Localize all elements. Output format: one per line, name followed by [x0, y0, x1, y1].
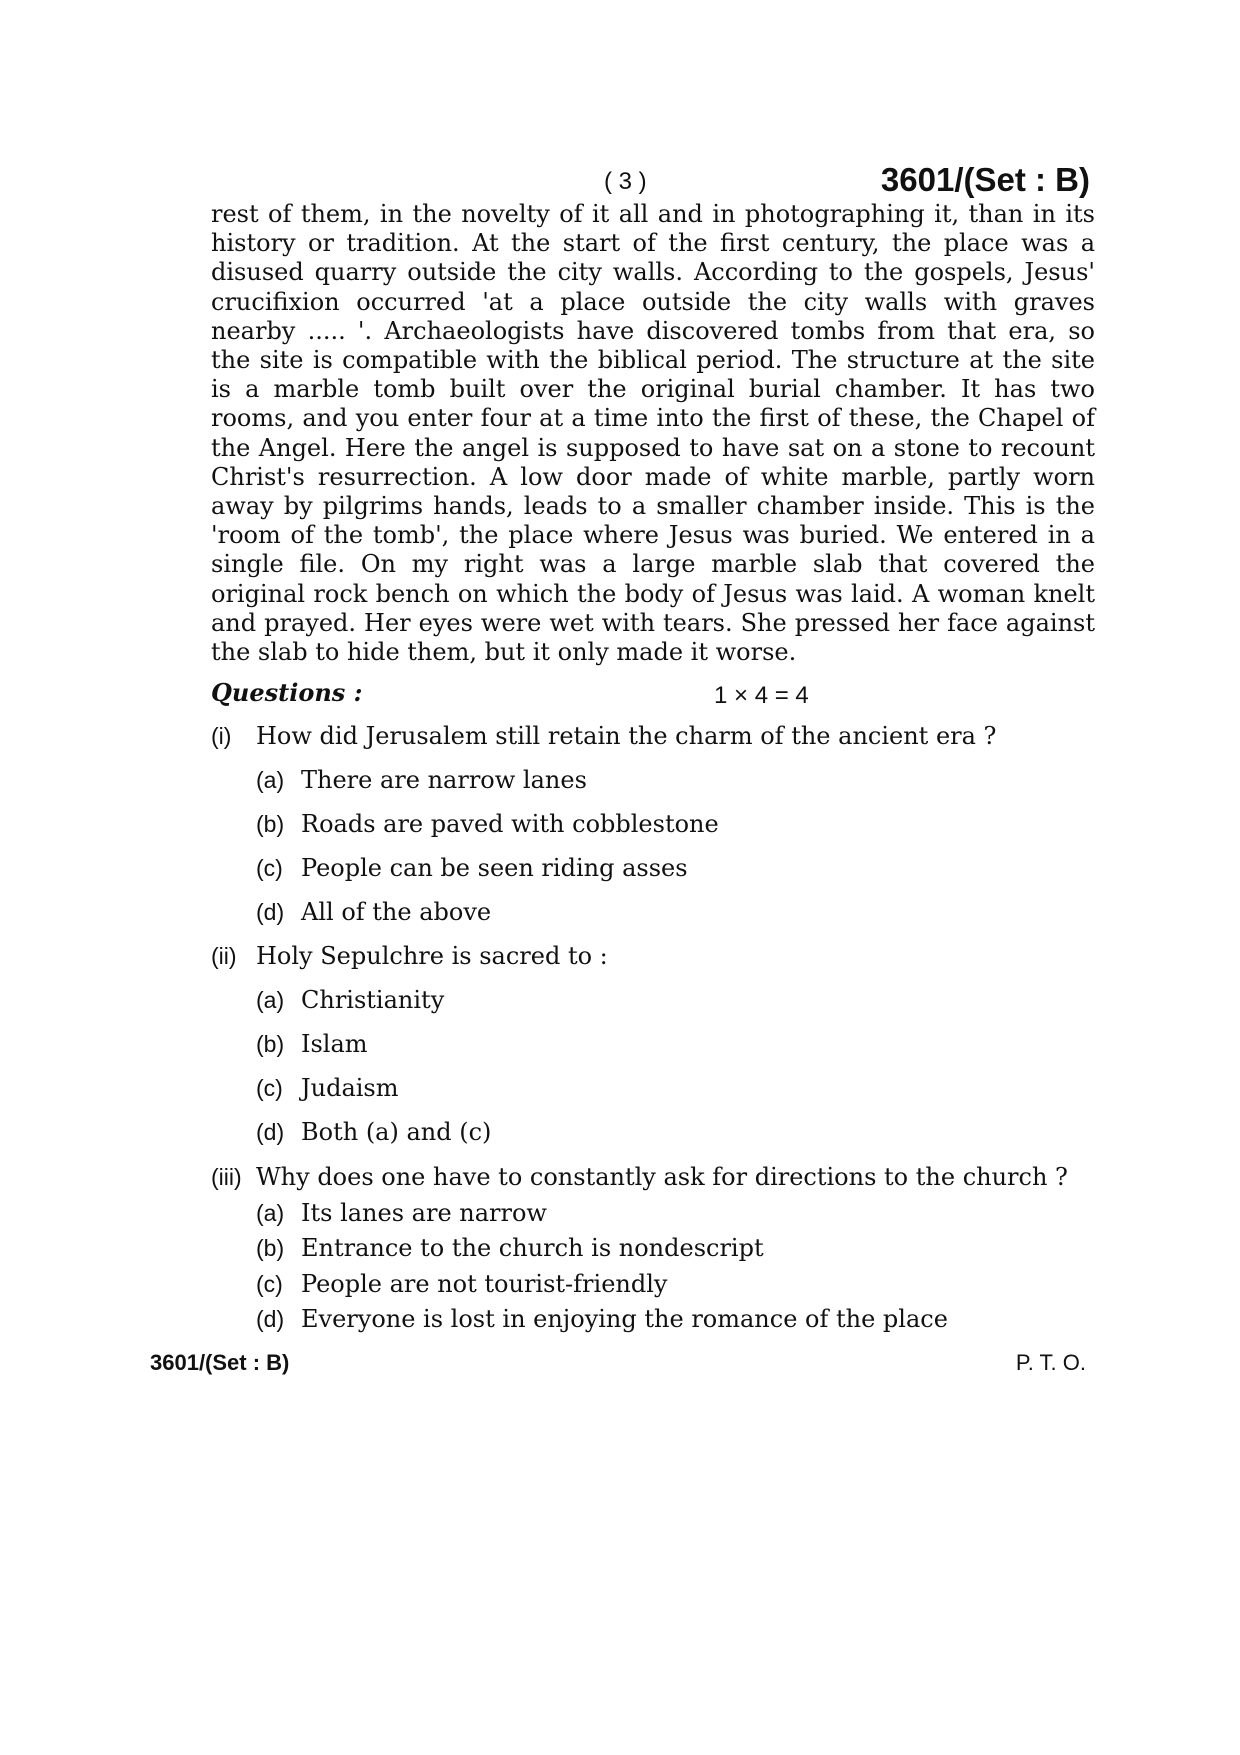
option-label: (c) [256, 855, 283, 881]
paper-code-header: 3601/(Set : B) [880, 161, 1090, 198]
option-text: People can be seen riding asses [301, 854, 688, 882]
question-2-label: (ii) [211, 943, 237, 969]
option-label: (d) [256, 1306, 285, 1332]
option-text: Its lanes are narrow [301, 1199, 547, 1227]
option-text: Entrance to the church is nondescript [301, 1234, 764, 1262]
option-label: (c) [256, 1271, 283, 1297]
question-1-option-d [256, 898, 491, 926]
option-text: Christianity [301, 986, 445, 1014]
option-text: Judaism [301, 1074, 399, 1102]
question-1 [211, 722, 996, 750]
option-label: (b) [256, 811, 285, 837]
question-1-option-b [256, 810, 719, 838]
option-label: (d) [256, 1119, 285, 1145]
option-text: Both (a) and (c) [301, 1118, 492, 1146]
option-label: (b) [256, 1235, 285, 1261]
question-1-option-c [256, 854, 688, 882]
question-1-text: How did Jerusalem still retain the charm of the ancient era ? [256, 722, 997, 750]
paper-code-footer: 3601/(Set : B) [150, 1350, 290, 1375]
option-label: (a) [256, 767, 285, 793]
question-3-text: Why does one have to constantly ask for directions to the church ? [256, 1163, 1068, 1191]
page-number: ( 3 ) [604, 168, 647, 195]
question-3-option-a [256, 1199, 547, 1227]
option-text: Islam [301, 1030, 368, 1058]
question-1-option-a [256, 766, 587, 794]
option-text: There are narrow lanes [301, 766, 587, 794]
option-text: Everyone is lost in enjoying the romance of the place [301, 1305, 948, 1333]
option-label: (c) [256, 1075, 283, 1101]
option-label: (a) [256, 1200, 285, 1226]
question-2-option-d [256, 1118, 491, 1146]
option-label: (b) [256, 1031, 285, 1057]
option-label: (a) [256, 987, 285, 1013]
question-3-option-c [256, 1270, 667, 1298]
question-1-label: (i) [211, 723, 232, 749]
question-3-option-d [256, 1305, 948, 1333]
questions-heading: Questions : [211, 678, 363, 707]
question-2-option-c [256, 1074, 399, 1102]
pto-label: P. T. O. [1015, 1350, 1086, 1375]
question-3-option-b [256, 1234, 764, 1262]
question-2 [211, 942, 608, 970]
question-2-text: Holy Sepulchre is sacred to : [256, 942, 608, 970]
question-2-option-a [256, 986, 444, 1014]
option-text: Roads are paved with cobblestone [301, 810, 719, 838]
passage-text: rest of them, in the novelty of it all and in photographing it, than in its history or tradition. At the start of the first century, the place was a disused quarry outside the city walls. According to the gospels, Jesus' crucifixion occurred 'at a place outside the city walls with graves nearby ..... '. Archaeologists have discovered tombs from that era, so the site is compatible with the biblical period. The structure at the site is a marble tomb built over the original burial chamber. It has two rooms, and you enter four at a time into the first of these, the Chapel of the Angel. Here the angel is supposed to have sat on a stone to recount Christ's resurrection. A low door made of white marble, partly worn away by pilgrims hands, leads to a smaller chamber inside. This is the 'room of the tomb', the place where Jesus was buried. We entered in a single file. On my right was a large marble slab that covered the original rock bench on which the body of Jesus was laid. A woman knelt and prayed. Her eyes were wet with tears. She pressed her face against the slab to hide them, but it only made it worse. [211, 200, 1095, 667]
option-text: All of the above [301, 898, 492, 926]
option-label: (d) [256, 899, 285, 925]
question-3-label: (iii) [211, 1164, 242, 1190]
option-text: People are not tourist-friendly [301, 1270, 668, 1298]
question-3 [211, 1163, 1068, 1191]
question-2-option-b [256, 1030, 368, 1058]
marks-allocation: 1 × 4 = 4 [714, 682, 809, 709]
